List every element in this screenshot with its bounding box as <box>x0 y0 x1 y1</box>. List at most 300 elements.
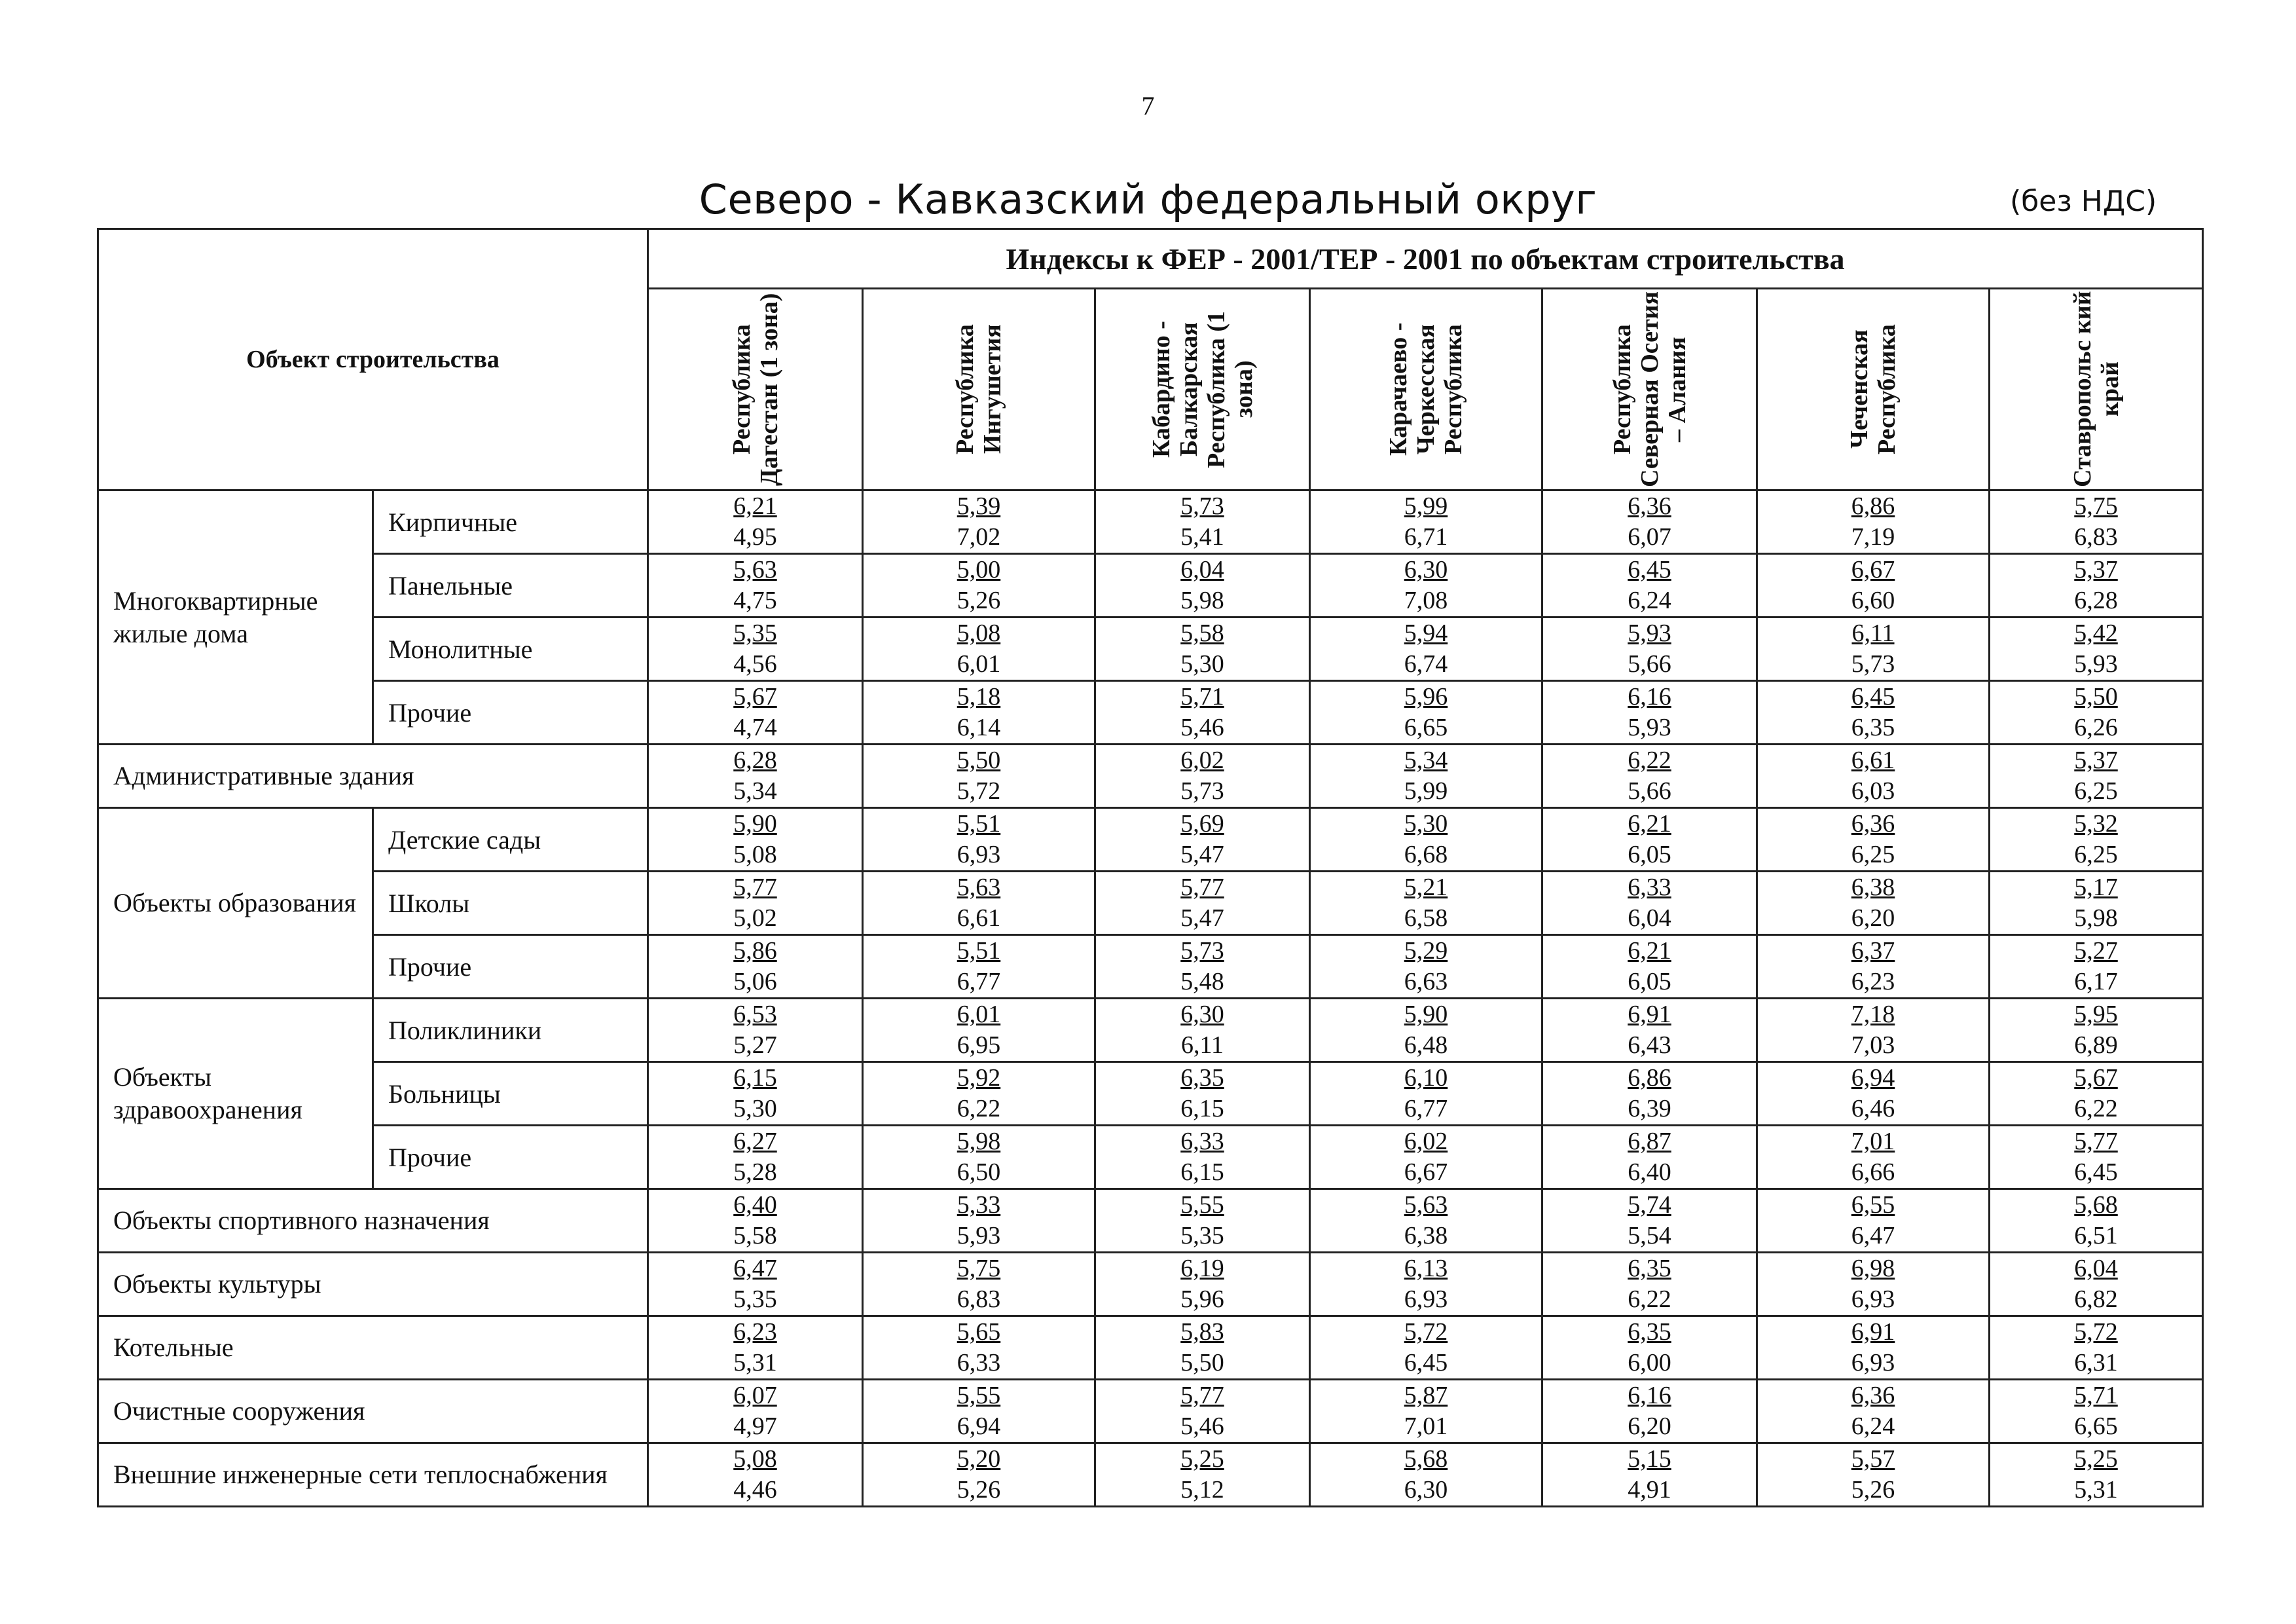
ter-index: 5,30 <box>1180 650 1224 678</box>
vat-note: (без НДС) <box>2010 185 2157 218</box>
region-header-label: Ставропольс кий край <box>2068 291 2124 488</box>
value-cell <box>1310 681 1542 745</box>
table-row <box>98 1380 2203 1443</box>
value-cell <box>1757 935 1990 999</box>
subtype-label: Поликлиники <box>373 999 648 1062</box>
ter-index: 4,56 <box>733 650 777 678</box>
value-cell <box>1542 745 1757 808</box>
fer-index: 6,98 <box>1851 1255 1895 1282</box>
ter-index: 5,35 <box>733 1285 777 1313</box>
value-cell <box>1542 1316 1757 1380</box>
fer-index: 5,63 <box>1404 1191 1448 1219</box>
fer-index: 6,37 <box>1851 937 1895 965</box>
value-cell <box>648 1062 863 1126</box>
value-cell <box>1990 490 2203 554</box>
ter-index: 6,24 <box>1628 587 1671 614</box>
value-cell <box>1542 554 1757 618</box>
fer-index: 5,51 <box>957 937 1001 965</box>
fer-index: 5,75 <box>2074 492 2118 520</box>
ter-index: 6,61 <box>957 904 1001 932</box>
fer-index: 6,21 <box>1628 937 1671 965</box>
value-cell <box>1757 618 1990 681</box>
fer-index: 5,35 <box>733 619 777 647</box>
value-cell <box>863 1443 1095 1507</box>
fer-index: 6,91 <box>1628 1001 1671 1028</box>
value-cell <box>1990 554 2203 618</box>
fer-index: 5,57 <box>1851 1445 1895 1473</box>
value-cell <box>1310 618 1542 681</box>
ter-index: 5,28 <box>733 1158 777 1186</box>
value-cell <box>1542 999 1757 1062</box>
ter-index: 6,45 <box>2074 1158 2118 1186</box>
value-cell <box>648 999 863 1062</box>
fer-index: 5,72 <box>1404 1318 1448 1346</box>
ter-index: 6,93 <box>1851 1349 1895 1376</box>
ter-index: 6,22 <box>2074 1095 2118 1122</box>
value-cell <box>863 1380 1095 1443</box>
table-row <box>98 1316 2203 1380</box>
object-label: Очистные сооружения <box>98 1380 648 1443</box>
value-cell <box>1757 1062 1990 1126</box>
fer-index: 5,37 <box>2074 556 2118 583</box>
value-cell <box>1990 1253 2203 1316</box>
fer-index: 6,16 <box>1628 683 1671 710</box>
value-cell <box>1095 1316 1310 1380</box>
value-cell <box>648 1443 863 1507</box>
value-cell <box>1095 1253 1310 1316</box>
fer-index: 6,33 <box>1180 1128 1224 1155</box>
ter-index: 5,66 <box>1628 650 1671 678</box>
table-row <box>98 808 2203 872</box>
ter-index: 6,82 <box>2074 1285 2118 1313</box>
fer-index: 5,67 <box>733 683 777 710</box>
ter-index: 6,68 <box>1404 841 1448 868</box>
fer-index: 5,08 <box>733 1445 777 1473</box>
ter-index: 4,75 <box>733 587 777 614</box>
table-row <box>98 935 2203 999</box>
fer-index: 6,45 <box>1628 556 1671 583</box>
value-cell <box>1095 872 1310 935</box>
fer-index: 5,21 <box>1404 874 1448 901</box>
region-header-label: Республика Дагестан (1 зона) <box>727 293 783 486</box>
region-header <box>1757 289 1990 490</box>
ter-index: 5,02 <box>733 904 777 932</box>
value-cell <box>1310 1189 1542 1253</box>
ter-index: 6,15 <box>1180 1095 1224 1122</box>
ter-index: 6,14 <box>957 714 1001 741</box>
ter-index: 6,77 <box>1404 1095 1448 1122</box>
fer-index: 5,72 <box>2074 1318 2118 1346</box>
value-cell <box>648 554 863 618</box>
region-header <box>863 289 1095 490</box>
ter-index: 6,25 <box>2074 841 2118 868</box>
fer-index: 6,53 <box>733 1001 777 1028</box>
ter-index: 6,45 <box>1404 1349 1448 1376</box>
region-header-label: Республика Ингушетия <box>951 324 1006 454</box>
fer-index: 6,67 <box>1851 556 1895 583</box>
fer-index: 5,25 <box>1180 1445 1224 1473</box>
table-row <box>98 999 2203 1062</box>
value-cell <box>1542 618 1757 681</box>
fer-index: 5,77 <box>1180 874 1224 901</box>
value-cell <box>1095 681 1310 745</box>
fer-index: 5,87 <box>1404 1382 1448 1409</box>
fer-index: 5,37 <box>2074 747 2118 774</box>
page-number: 7 <box>1141 91 1155 120</box>
fer-index: 6,61 <box>1851 747 1895 774</box>
region-header-label: Чеченская Республика <box>1846 324 1901 454</box>
fer-index: 6,36 <box>1851 1382 1895 1409</box>
subtype-label: Школы <box>373 872 648 935</box>
subtype-label: Прочие <box>373 681 648 745</box>
fer-index: 5,65 <box>957 1318 1001 1346</box>
fer-index: 6,13 <box>1404 1255 1448 1282</box>
value-cell <box>1757 872 1990 935</box>
value-cell <box>1990 681 2203 745</box>
value-cell <box>1095 1062 1310 1126</box>
table-row <box>98 1443 2203 1507</box>
fer-index: 6,23 <box>733 1318 777 1346</box>
value-cell <box>1990 1189 2203 1253</box>
ter-index: 6,60 <box>1851 587 1895 614</box>
ter-index: 5,93 <box>957 1222 1001 1249</box>
region-header <box>1310 289 1542 490</box>
ter-index: 5,47 <box>1180 841 1224 868</box>
fer-index: 5,90 <box>1404 1001 1448 1028</box>
ter-index: 5,26 <box>957 587 1001 614</box>
value-cell <box>1757 1189 1990 1253</box>
fer-index: 6,55 <box>1851 1191 1895 1219</box>
value-cell <box>648 935 863 999</box>
ter-index: 5,06 <box>733 968 777 995</box>
ter-index: 6,67 <box>1404 1158 1448 1186</box>
ter-index: 5,08 <box>733 841 777 868</box>
ter-index: 6,11 <box>1180 1031 1224 1059</box>
value-cell <box>1095 1189 1310 1253</box>
ter-index: 6,47 <box>1851 1222 1895 1249</box>
ter-index: 5,35 <box>1180 1222 1224 1249</box>
value-cell <box>1990 618 2203 681</box>
ter-index: 6,43 <box>1628 1031 1671 1059</box>
ter-index: 5,31 <box>2074 1476 2118 1504</box>
ter-index: 5,41 <box>1180 523 1224 551</box>
ter-index: 5,54 <box>1628 1222 1671 1249</box>
value-cell <box>648 1126 863 1189</box>
value-cell <box>863 808 1095 872</box>
fer-index: 6,15 <box>733 1064 777 1092</box>
fer-index: 5,34 <box>1404 747 1448 774</box>
fer-index: 5,32 <box>2074 810 2118 838</box>
ter-index: 6,66 <box>1851 1158 1895 1186</box>
value-cell <box>1542 1380 1757 1443</box>
fer-index: 5,50 <box>2074 683 2118 710</box>
fer-index: 5,77 <box>733 874 777 901</box>
fer-index: 6,16 <box>1628 1382 1671 1409</box>
subtype-label: Кирпичные <box>373 490 648 554</box>
region-header <box>1990 289 2203 490</box>
value-cell <box>1310 1380 1542 1443</box>
subtype-label: Больницы <box>373 1062 648 1126</box>
fer-index: 6,40 <box>733 1191 777 1219</box>
fer-index: 5,20 <box>957 1445 1001 1473</box>
fer-index: 5,86 <box>733 937 777 965</box>
table-row <box>98 1126 2203 1189</box>
fer-index: 5,93 <box>1628 619 1671 647</box>
ter-index: 6,01 <box>957 650 1001 678</box>
fer-index: 6,01 <box>957 1001 1001 1028</box>
value-cell <box>1542 1443 1757 1507</box>
value-cell <box>1542 1062 1757 1126</box>
fer-index: 6,45 <box>1851 683 1895 710</box>
value-cell <box>648 745 863 808</box>
subtype-label: Детские сады <box>373 808 648 872</box>
table-row <box>98 1189 2203 1253</box>
ter-index: 6,05 <box>1628 968 1671 995</box>
fer-index: 6,87 <box>1628 1128 1671 1155</box>
fer-index: 5,96 <box>1404 683 1448 710</box>
value-cell <box>1990 1443 2203 1507</box>
fer-index: 5,94 <box>1404 619 1448 647</box>
fer-index: 6,94 <box>1851 1064 1895 1092</box>
value-cell <box>1990 1316 2203 1380</box>
fer-index: 6,11 <box>1851 619 1895 647</box>
table-row <box>98 745 2203 808</box>
fer-index: 5,92 <box>957 1064 1001 1092</box>
ter-index: 6,30 <box>1404 1476 1448 1504</box>
region-header <box>1095 289 1310 490</box>
value-cell <box>863 935 1095 999</box>
fer-index: 6,36 <box>1628 492 1671 520</box>
table-row <box>98 681 2203 745</box>
group-label: Объекты здравоохранения <box>98 999 373 1189</box>
value-cell <box>1095 1443 1310 1507</box>
value-cell <box>1990 1380 2203 1443</box>
ter-index: 4,74 <box>733 714 777 741</box>
value-cell <box>1990 808 2203 872</box>
value-cell <box>863 490 1095 554</box>
fer-index: 5,77 <box>2074 1128 2118 1155</box>
ter-index: 5,46 <box>1180 714 1224 741</box>
value-cell <box>1095 554 1310 618</box>
value-cell <box>863 1316 1095 1380</box>
fer-index: 5,63 <box>957 874 1001 901</box>
ter-index: 7,03 <box>1851 1031 1895 1059</box>
ter-index: 6,94 <box>957 1412 1001 1440</box>
fer-index: 6,30 <box>1404 556 1448 583</box>
ter-index: 5,99 <box>1404 777 1448 805</box>
value-cell <box>648 681 863 745</box>
ter-index: 5,34 <box>733 777 777 805</box>
ter-index: 6,24 <box>1851 1412 1895 1440</box>
value-cell <box>1095 490 1310 554</box>
fer-index: 6,36 <box>1851 810 1895 838</box>
ter-index: 6,93 <box>1404 1285 1448 1313</box>
ter-index: 6,71 <box>1404 523 1448 551</box>
value-cell <box>863 681 1095 745</box>
value-cell <box>863 1189 1095 1253</box>
object-header: Объект строительства <box>98 229 648 490</box>
table-row <box>98 490 2203 554</box>
subtype-label: Монолитные <box>373 618 648 681</box>
ter-index: 6,95 <box>957 1031 1001 1059</box>
value-cell <box>1757 808 1990 872</box>
value-cell <box>1310 808 1542 872</box>
fer-index: 6,27 <box>733 1128 777 1155</box>
ter-index: 6,89 <box>2074 1031 2118 1059</box>
ter-index: 6,17 <box>2074 968 2118 995</box>
ter-index: 6,83 <box>957 1285 1001 1313</box>
value-cell <box>863 1062 1095 1126</box>
fer-index: 5,51 <box>957 810 1001 838</box>
fer-index: 5,27 <box>2074 937 2118 965</box>
fer-index: 6,91 <box>1851 1318 1895 1346</box>
fer-index: 5,30 <box>1404 810 1448 838</box>
value-cell <box>1757 1380 1990 1443</box>
object-label: Внешние инженерные сети теплоснабжения <box>98 1443 648 1507</box>
fer-index: 6,22 <box>1628 747 1671 774</box>
fer-index: 5,50 <box>957 747 1001 774</box>
fer-index: 5,67 <box>2074 1064 2118 1092</box>
index-table <box>97 228 2204 1507</box>
value-cell <box>1095 808 1310 872</box>
value-cell <box>1310 1126 1542 1189</box>
fer-index: 5,39 <box>957 492 1001 520</box>
value-cell <box>1310 872 1542 935</box>
ter-index: 6,93 <box>957 841 1001 868</box>
fer-index: 6,35 <box>1180 1064 1224 1092</box>
ter-index: 5,58 <box>733 1222 777 1249</box>
value-cell <box>1310 554 1542 618</box>
value-cell <box>1542 681 1757 745</box>
value-cell <box>1990 872 2203 935</box>
ter-index: 6,04 <box>1628 904 1671 932</box>
value-cell <box>648 872 863 935</box>
ter-index: 6,48 <box>1404 1031 1448 1059</box>
value-cell <box>1095 745 1310 808</box>
ter-index: 7,02 <box>957 523 1001 551</box>
region-header-label: Кабардино - Балкарская Республика (1 зона) <box>1147 310 1258 468</box>
ter-index: 6,35 <box>1851 714 1895 741</box>
value-cell <box>648 808 863 872</box>
ter-index: 5,96 <box>1180 1285 1224 1313</box>
ter-index: 4,91 <box>1628 1476 1671 1504</box>
fer-index: 6,21 <box>1628 810 1671 838</box>
ter-index: 6,63 <box>1404 968 1448 995</box>
ter-index: 6,50 <box>957 1158 1001 1186</box>
subtype-label: Прочие <box>373 935 648 999</box>
object-label: Объекты культуры <box>98 1253 648 1316</box>
fer-index: 5,15 <box>1628 1445 1671 1473</box>
value-cell <box>1542 1253 1757 1316</box>
ter-index: 5,26 <box>957 1476 1001 1504</box>
fer-index: 7,18 <box>1851 1001 1895 1028</box>
ter-index: 5,48 <box>1180 968 1224 995</box>
fer-index: 6,21 <box>733 492 777 520</box>
ter-index: 5,73 <box>1180 777 1224 805</box>
fer-index: 5,58 <box>1180 619 1224 647</box>
value-cell <box>1310 745 1542 808</box>
value-cell <box>648 1380 863 1443</box>
fer-index: 5,71 <box>2074 1382 2118 1409</box>
value-cell <box>863 872 1095 935</box>
ter-index: 6,05 <box>1628 841 1671 868</box>
value-cell <box>1310 490 1542 554</box>
fer-index: 6,07 <box>733 1382 777 1409</box>
fer-index: 5,77 <box>1180 1382 1224 1409</box>
table-row <box>98 1062 2203 1126</box>
ter-index: 5,30 <box>733 1095 777 1122</box>
ter-index: 6,33 <box>957 1349 1001 1376</box>
value-cell <box>1310 1062 1542 1126</box>
fer-index: 5,95 <box>2074 1001 2118 1028</box>
value-cell <box>863 999 1095 1062</box>
value-cell <box>1990 1126 2203 1189</box>
ter-index: 6,74 <box>1404 650 1448 678</box>
value-cell <box>1757 554 1990 618</box>
ter-index: 6,00 <box>1628 1349 1671 1376</box>
value-cell <box>1095 618 1310 681</box>
value-cell <box>648 490 863 554</box>
fer-index: 6,19 <box>1180 1255 1224 1282</box>
indices-header: Индексы к ФЕР - 2001/ТЕР - 2001 по объектам строительства <box>648 229 2203 289</box>
fer-index: 5,74 <box>1628 1191 1671 1219</box>
value-cell <box>1757 1253 1990 1316</box>
fer-index: 5,25 <box>2074 1445 2118 1473</box>
value-cell <box>1542 872 1757 935</box>
ter-index: 5,12 <box>1180 1476 1224 1504</box>
object-label: Котельные <box>98 1316 648 1380</box>
fer-index: 5,29 <box>1404 937 1448 965</box>
fer-index: 6,30 <box>1180 1001 1224 1028</box>
fer-index: 5,68 <box>1404 1445 1448 1473</box>
ter-index: 5,93 <box>1628 714 1671 741</box>
ter-index: 5,26 <box>1851 1476 1895 1504</box>
fer-index: 5,90 <box>733 810 777 838</box>
value-cell <box>1990 1062 2203 1126</box>
region-header-label: Карачаево - Черкесская Республика <box>1385 322 1467 456</box>
value-cell <box>1757 1126 1990 1189</box>
value-cell <box>863 618 1095 681</box>
value-cell <box>1095 935 1310 999</box>
ter-index: 6,65 <box>2074 1412 2118 1440</box>
value-cell <box>1990 999 2203 1062</box>
ter-index: 7,19 <box>1851 523 1895 551</box>
ter-index: 5,47 <box>1180 904 1224 932</box>
fer-index: 5,55 <box>957 1382 1001 1409</box>
ter-index: 6,31 <box>2074 1349 2118 1376</box>
fer-index: 5,55 <box>1180 1191 1224 1219</box>
fer-index: 6,35 <box>1628 1318 1671 1346</box>
value-cell <box>1310 1253 1542 1316</box>
value-cell <box>1990 745 2203 808</box>
fer-index: 5,73 <box>1180 937 1224 965</box>
value-cell <box>863 554 1095 618</box>
value-cell <box>863 1253 1095 1316</box>
ter-index: 6,58 <box>1404 904 1448 932</box>
ter-index: 6,38 <box>1404 1222 1448 1249</box>
fer-index: 5,17 <box>2074 874 2118 901</box>
fer-index: 5,71 <box>1180 683 1224 710</box>
fer-index: 5,42 <box>2074 619 2118 647</box>
fer-index: 6,10 <box>1404 1064 1448 1092</box>
value-cell <box>1757 999 1990 1062</box>
ter-index: 4,97 <box>733 1412 777 1440</box>
value-cell <box>1310 999 1542 1062</box>
fer-index: 5,63 <box>733 556 777 583</box>
object-label: Административные здания <box>98 745 648 808</box>
ter-index: 6,40 <box>1628 1158 1671 1186</box>
ter-index: 6,28 <box>2074 587 2118 614</box>
